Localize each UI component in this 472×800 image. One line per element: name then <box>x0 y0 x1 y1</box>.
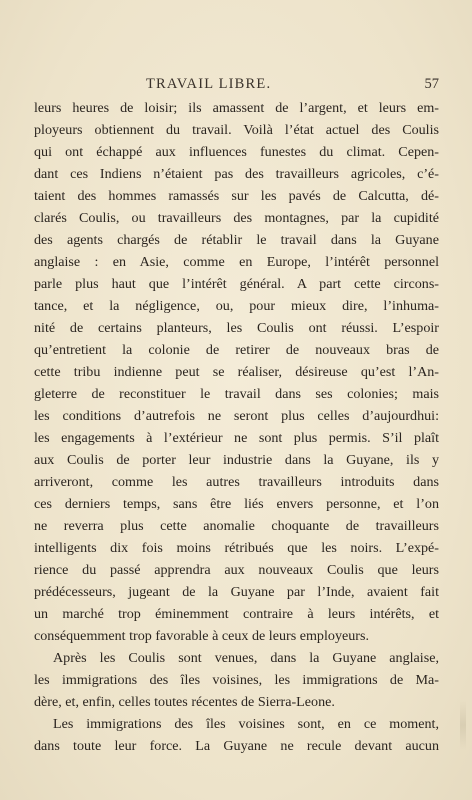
text-line: intelligents dix fois moins rétribués que les noirs. L’expé- <box>34 540 439 556</box>
paper-stain <box>460 700 466 750</box>
text-line: ne reverra plus cette anomalie choquante de travailleurs <box>34 518 439 534</box>
text-line: dère, et, enfin, celles toutes récentes de Sierra-Leone. <box>34 694 335 710</box>
text-line: qu’entretient la colonie de retirer de nouveaux bras de <box>34 342 439 358</box>
text-line: rience du passé apprendra aux nouveaux Coulis que leurs <box>34 562 439 578</box>
text-line: les conditions d’autrefois ne seront plus celles d’aujourdhui: <box>34 408 439 424</box>
running-title: TRAVAIL LIBRE. <box>146 76 272 92</box>
text-line: ces derniers temps, sans être liés envers personne, et l’on <box>34 496 439 512</box>
text-line: des agents chargés de rétablir le travail dans la Guyane <box>34 232 439 248</box>
text-line: cette tribu indienne peut se réaliser, désireuse qu’est l’An- <box>34 364 439 380</box>
text-line: qui ont échappé aux influences funestes du climat. Cepen- <box>34 144 439 160</box>
page-number: 57 <box>424 76 439 92</box>
page-header <box>34 76 439 94</box>
text-line: Les immigrations des îles voisines sont, en ce moment, <box>53 716 439 732</box>
text-line: les immigrations des îles voisines, les immigrations de Ma- <box>34 672 439 688</box>
text-line: parle plus haut que l’intérêt général. A part cette circons- <box>34 276 439 292</box>
text-line: dans toute leur force. La Guyane ne recule devant aucun <box>34 738 439 754</box>
body-text <box>34 97 439 757</box>
text-line: gleterre de reconstituer le travail dans ses colonies; mais <box>34 386 439 402</box>
text-line: aux Coulis de porter leur industrie dans la Guyane, ils y <box>34 452 439 468</box>
text-line: leurs heures de loisir; ils amassent de l’argent, et leurs em- <box>34 100 439 116</box>
text-line: tance, et la négligence, ou, pour mieux dire, l’inhuma- <box>34 298 439 314</box>
text-line: conséquemment trop favorable à ceux de leurs employeurs. <box>34 628 369 644</box>
text-line: nité de certains planteurs, les Coulis ont réussi. L’espoir <box>34 320 439 336</box>
text-line: prédécesseurs, jugeant de la Guyane par l’Inde, avaient fait <box>34 584 439 600</box>
text-line: un marché trop éminemment contraire à leurs intérêts, et <box>34 606 439 622</box>
text-line: les engagements à l’extérieur ne sont plus permis. S’il plaît <box>34 430 439 446</box>
text-line: clarés Coulis, ou travailleurs des montagnes, par la cupidité <box>34 210 439 226</box>
text-line: anglaise : en Asie, comme en Europe, l’intérêt personnel <box>34 254 439 270</box>
text-line: taient des hommes ramassés sur les pavés de Calcutta, dé- <box>34 188 439 204</box>
text-line: arriveront, comme les autres travailleurs introduits dans <box>34 474 439 490</box>
text-line: dant ces Indiens n’étaient pas des travailleurs agricoles, c’é- <box>34 166 439 182</box>
text-line: Après les Coulis sont venues, dans la Guyane anglaise, <box>53 650 439 666</box>
text-line: ployeurs obtiennent du travail. Voilà l’état actuel des Coulis <box>34 122 439 138</box>
